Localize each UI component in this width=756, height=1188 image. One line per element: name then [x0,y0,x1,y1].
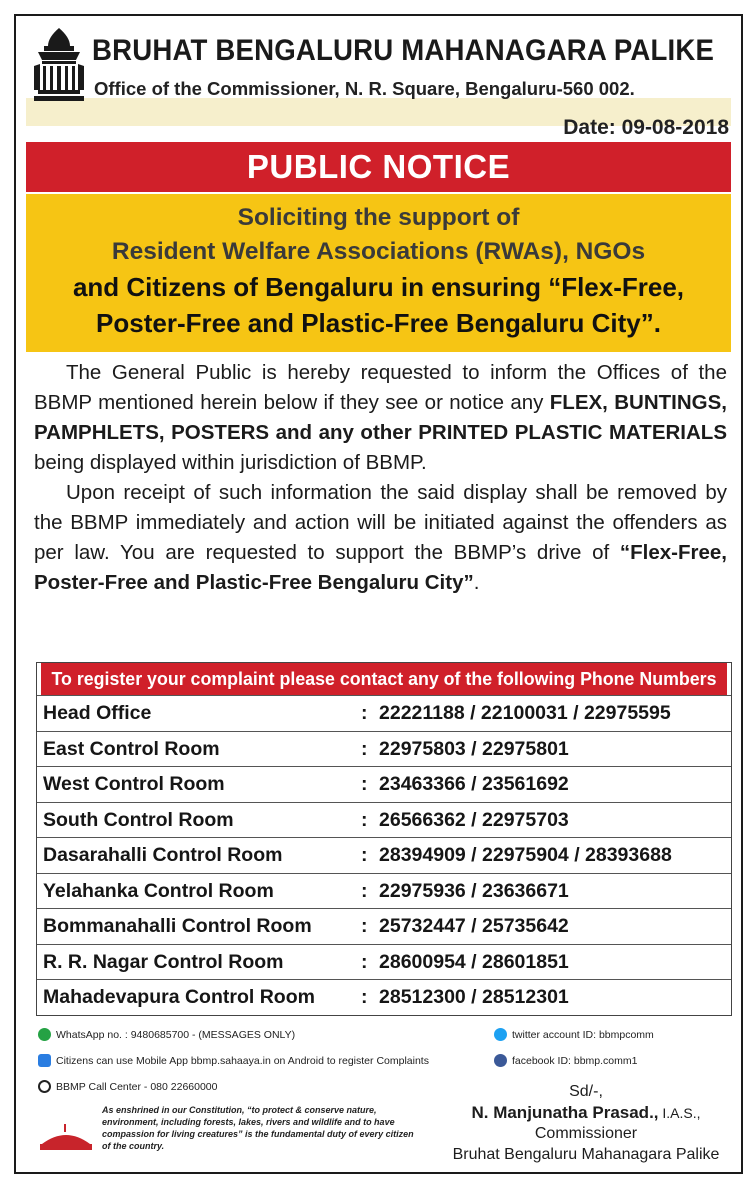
row-colon: : [361,844,368,866]
footer-right [494,1024,734,1076]
signatory-name [436,1102,736,1124]
bbmp-emblem-icon [30,26,88,106]
call-center-text: BBMP Call Center - 080 22660000 [56,1081,218,1093]
quote-text: As enshrined in our Constitution, “to protect & conserve nature, environment, including forests, lakes, rivers and wildlife and to have compassion for living creatures” is the fundamental duty of every citizen of the country. [102,1105,414,1151]
paragraph-1 [34,358,727,478]
header [16,16,741,139]
subtitle-line: Poster-Free and Plastic-Free Bengaluru City”. [96,308,661,338]
phone-numbers: 26566362 / 22975703 [379,808,569,831]
contact-row [37,944,731,980]
call-center-line [38,1076,478,1098]
p2-text-end: . [473,571,480,594]
facebook-icon [494,1054,507,1067]
contact-row [37,731,731,767]
notice-body [34,358,727,598]
notice-title: PUBLIC NOTICE [26,142,731,192]
signatory-org: Bruhat Bengaluru Mahanagara Palike [452,1146,720,1163]
row-colon: : [361,808,368,831]
phone-numbers: 25732447 / 25735642 [379,915,569,937]
contact-row [37,873,731,909]
row-colon: : [361,702,368,724]
app-store-icon [38,1054,51,1067]
phone-numbers: 22975936 / 23636671 [379,879,569,902]
notice-subtitle [26,194,731,352]
contact-row [37,802,731,838]
constitution-quote [38,1096,418,1166]
row-colon: : [361,879,368,902]
office-name: Bommanahalli Control Room [43,915,312,937]
office-name: Head Office [43,702,152,724]
twitter-text: twitter account ID: bbmpcomm [512,1029,654,1041]
signature-sd: Sd/-, [569,1083,603,1100]
office-name: R. R. Nagar Control Room [43,950,284,973]
row-colon: : [361,737,368,760]
signatory-name-text: N. Manjunatha Prasad., [471,1103,659,1122]
mobile-app-text: Citizens can use Mobile App bbmp.sahaaya.in on Android to register Complaints [56,1055,429,1067]
signatory-title: Commissioner [534,1125,638,1142]
office-name: Dasarahalli Control Room [43,844,283,866]
twitter-line [494,1024,734,1046]
facebook-text: facebook ID: bbmp.comm1 [512,1055,638,1067]
p1-text-end: being displayed within jurisdiction of BBMP. [34,451,427,474]
org-address: Office of the Commissioner, N. R. Square, Bengaluru-560 002. [94,78,635,99]
phone-numbers: 28600954 / 28601851 [379,950,569,973]
mobile-app-line [38,1050,478,1072]
p1-text: The General Public is hereby requested to inform the Offices of the BBMP mentioned herein below if they see or notice any [34,361,727,414]
whatsapp-line [38,1024,478,1046]
subtitle-line: and Citizens of Bengaluru in ensuring “Flex-Free, [72,272,685,302]
org-name: BRUHAT BENGALURU MAHANAGARA PALIKE [92,34,715,67]
row-colon: : [361,773,368,795]
contact-row [37,837,731,873]
subtitle-line: Soliciting the support of [237,204,520,231]
p1-emphasis: FLEX, BUNTINGS, PAMPHLETS, POSTERS and any other PRINTED PLASTIC MATERIALS [34,391,727,444]
parliament-icon [38,1122,94,1152]
row-colon: : [361,950,368,973]
twitter-icon [494,1028,507,1041]
phone-numbers: 23463366 / 23561692 [379,773,569,795]
notice-date: Date: 09-08-2018 [563,116,729,139]
subtitle-line: Resident Welfare Associations (RWAs), NGOs [111,238,646,265]
office-name: West Control Room [43,773,225,795]
signature-block [436,1082,736,1165]
paragraph-2 [34,478,727,598]
contact-table [36,662,732,1016]
whatsapp-icon [38,1028,51,1041]
phone-icon [38,1080,51,1093]
notice-frame [14,14,743,1174]
footer-left [38,1024,478,1102]
office-name: Yelahanka Control Room [43,879,274,902]
phone-numbers: 22221188 / 22100031 / 22975595 [379,702,671,724]
signatory-suffix: I.A.S., [658,1105,701,1121]
p2-emphasis: “Flex-Free, Poster-Free and Plastic-Free Bengaluru City” [34,541,727,594]
office-name: East Control Room [43,737,220,760]
phone-numbers: 28512300 / 28512301 [379,986,569,1008]
contact-row [37,908,731,944]
row-colon: : [361,915,368,937]
p2-text: Upon receipt of such information the said display shall be removed by the BBMP immediately and action will be initiated against the offenders as per law. You are requested to support the BBMP’s drive of [34,481,727,564]
contact-row [37,695,731,731]
phone-numbers: 22975803 / 22975801 [379,737,569,760]
row-colon: : [361,986,368,1008]
office-name: South Control Room [43,808,234,831]
contact-table-heading: To register your complaint please contact any of the following Phone Numbers [41,663,727,695]
contact-rows [37,695,731,1015]
contact-row [37,766,731,802]
office-name: Mahadevapura Control Room [43,986,315,1008]
facebook-line [494,1050,734,1072]
whatsapp-text: WhatsApp no. : 9480685700 - (MESSAGES ONLY) [56,1029,296,1041]
phone-numbers: 28394909 / 22975904 / 28393688 [379,844,672,866]
contact-row [37,979,731,1015]
